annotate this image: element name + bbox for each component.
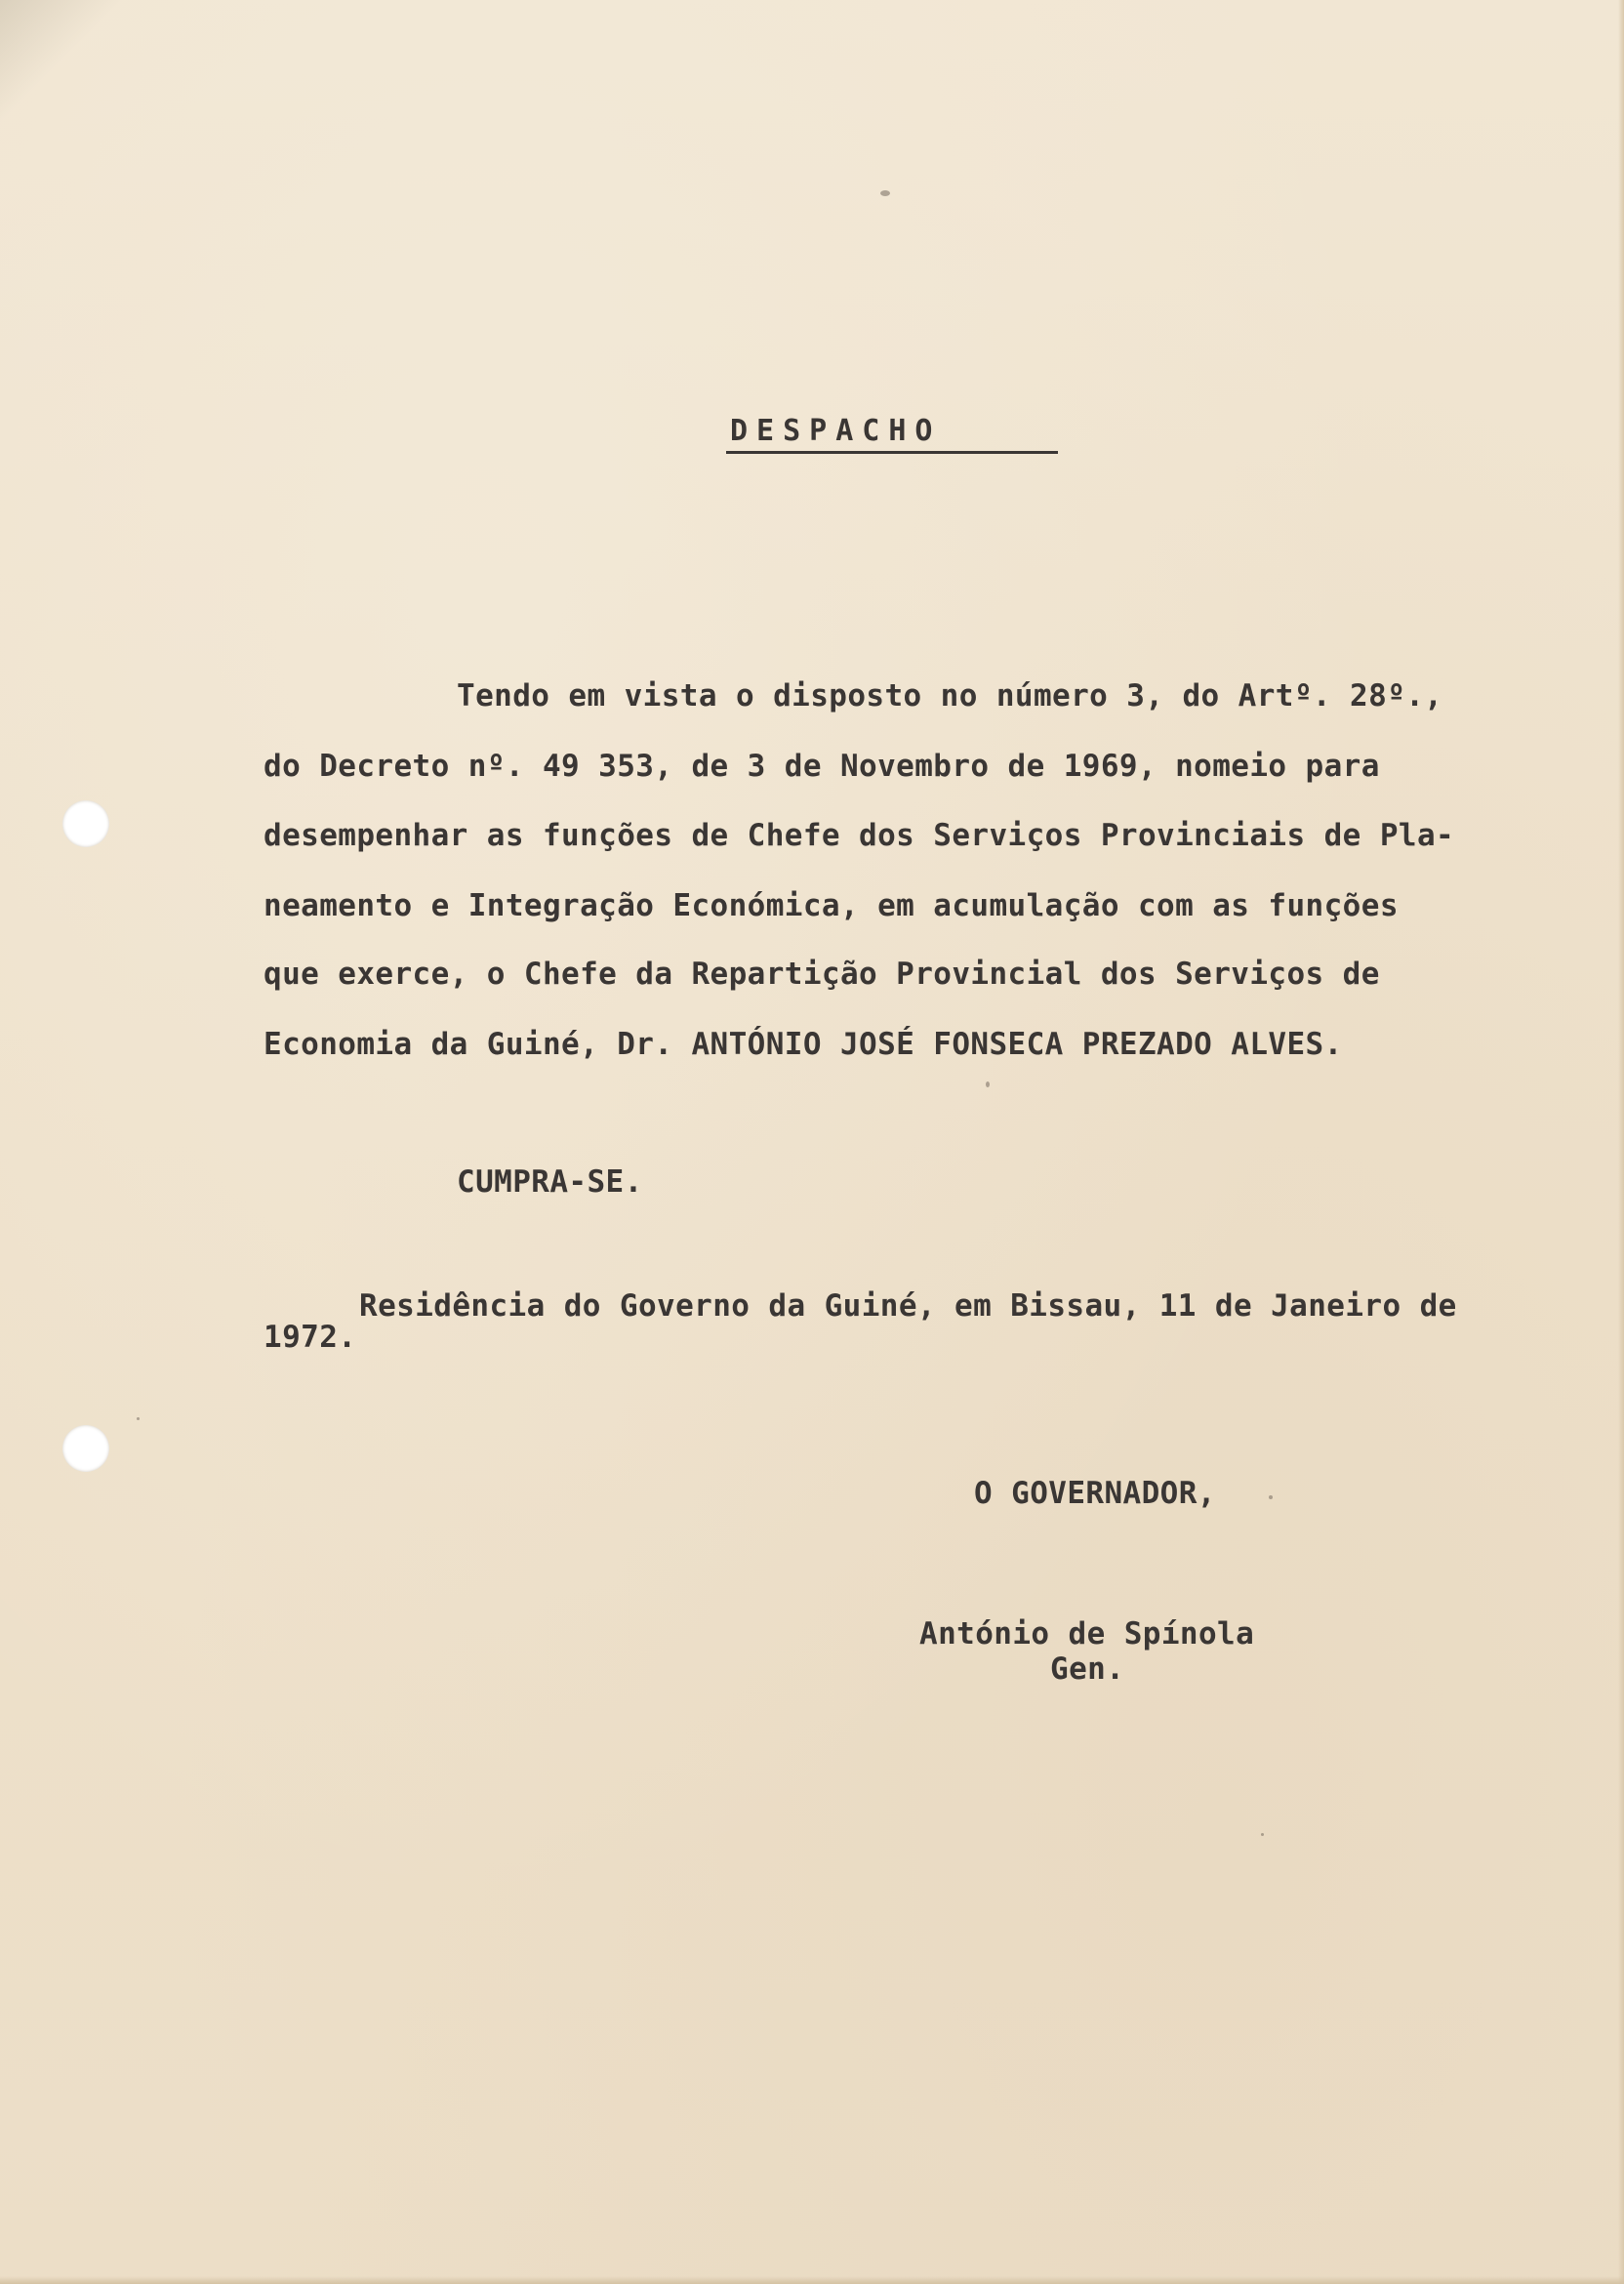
place-date-line: Residência do Governo da Guiné, em Bissau, 11 de Janeiro de xyxy=(359,1288,1457,1324)
office-title: O GOVERNADOR, xyxy=(974,1476,1216,1511)
paragraph-line: desempenhar as funções de Chefe dos Serviços Provinciais de Pla- xyxy=(264,818,1455,853)
signer-rank: Gen. xyxy=(1050,1652,1125,1687)
paper-edge-bottom xyxy=(0,2276,1624,2284)
year-line: 1972. xyxy=(264,1320,357,1355)
punch-hole-top xyxy=(62,800,109,847)
document-title: DESPACHO xyxy=(730,414,942,448)
paper-speck xyxy=(137,1417,140,1420)
order-text: CUMPRA-SE. xyxy=(457,1164,643,1200)
paper-speck xyxy=(880,190,890,196)
paragraph-line: que exerce, o Chefe da Repartição Provincial dos Serviços de xyxy=(264,957,1380,992)
paper-crease xyxy=(0,0,137,137)
paper-edge-right xyxy=(1618,0,1624,2284)
paper-speck xyxy=(1269,1495,1273,1499)
paper-speck xyxy=(1261,1833,1264,1836)
paragraph-line: Tendo em vista o disposto no número 3, do Artº. 28º., xyxy=(457,678,1443,714)
paragraph-line: neamento e Integração Económica, em acumulação com as funções xyxy=(264,888,1399,923)
paragraph-line: Economia da Guiné, Dr. ANTÓNIO JOSÉ FONSECA PREZADO ALVES. xyxy=(264,1027,1343,1062)
signer-name: António de Spínola xyxy=(919,1616,1255,1652)
title-underline xyxy=(726,451,1058,454)
paper-speck xyxy=(986,1081,990,1087)
punch-hole-bottom xyxy=(62,1425,109,1472)
paragraph-line: do Decreto nº. 49 353, de 3 de Novembro de 1969, nomeio para xyxy=(264,749,1380,784)
